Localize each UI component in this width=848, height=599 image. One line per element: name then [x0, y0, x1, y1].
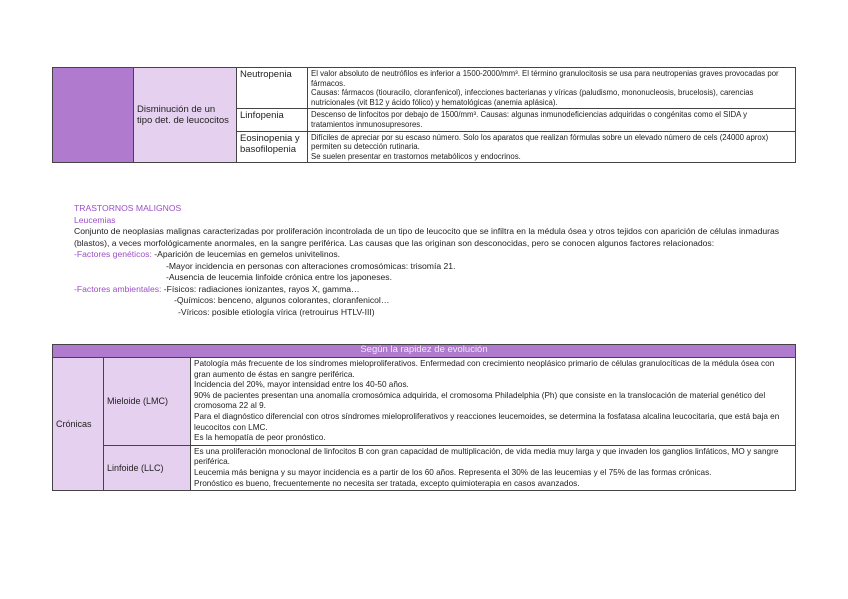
description-line: Pronóstico es bueno, frecuentemente no necesita ser tratada, excepto quimioterapia en casos avanzados. [194, 478, 580, 488]
section-title: TRASTORNOS MALIGNOS [74, 203, 182, 213]
row-name: Neutropenia [237, 68, 308, 109]
description-line: Causas: fármacos (tiouracilo, cloranfenicol), infecciones bacterianas y víricas (paludismo, mononucleosis, brucelosis), carencias nutricionales (vit B12 y ácido fólico) y hematológicas (anemia aplásica). [311, 88, 754, 107]
genetic-item: -Mayor incidencia en personas con alteraciones cromosómicas: trisomía 21. [166, 260, 456, 271]
env-item: -Químicos: benceno, algunos colorantes, cloranfenicol… [174, 295, 390, 305]
section-subtitle: Leucemias [74, 214, 116, 225]
group-cell: Crónicas [53, 358, 104, 491]
row-name: Linfoide (LLC) [104, 445, 191, 490]
env-item: -Víricos: posible etiología vírica (retrouirus HTLV-III) [178, 306, 375, 317]
env-item: -Físicos: radiaciones ionizantes, rayos X, gamma… [163, 283, 360, 294]
env-factors-line [74, 284, 804, 296]
description-line: Es la hemopatía de peor pronóstico. [194, 433, 326, 443]
section-intro: Conjunto de neoplasias malignas caracterizadas por proliferación incontrolada de un tipo de leucocito que se infiltra en la médula ósea y otros tejidos con aparición de células inmaduras (blastos), a veces morfológicamente anormales, en la sangre periférica. Las causas que las originan son desconocidas, pero se conocen algunos factores relacionados: [74, 226, 780, 248]
table-header: Según la rapidez de evolución [53, 345, 796, 358]
genetic-factors-line [74, 249, 804, 261]
row-name: Linfopenia [237, 109, 308, 131]
row-description [191, 445, 796, 490]
description-line: Para el diagnóstico diferencial con otros síndromes mieloproliferativos y reacciones leucemoides, se determina la fosfatasa alcalina leucocitaria, que está baja en leucocitos con LMC. [194, 411, 780, 432]
row-name: Mieloide (LMC) [104, 358, 191, 446]
table-row [53, 358, 796, 446]
table-row [53, 445, 796, 490]
env-label: -Factores ambientales: [74, 283, 162, 294]
description-line: Patología más frecuente de los síndromes mieloproliferativos. Enfermedad con crecimiento neoplásico primario de células granulocíticas de la médula ósea con gran aumento de éstas en sangre periférica. [194, 359, 775, 379]
table-header-row [53, 345, 796, 358]
description-line: El valor absoluto de neutrófilos es inferior a 1500-2000/mm³. El término granulocitosis se usa para neutropenias graves provocadas por fármacos. [311, 69, 779, 88]
row-description [308, 131, 796, 163]
description-line: Leucemia más benigna y su mayor incidencia es a partir de los 60 años. Representa el 30% de las leucemias y el 75% de las formas crónicas. [194, 467, 712, 477]
table-row [53, 68, 796, 109]
color-band-cell [53, 68, 134, 163]
description-line: Difíciles de apreciar por su escaso número. Solo los aparatos que realizan fórmulas sobre un elevado número de cels (24000 aprox) permiten su detección rutinaria. [311, 132, 769, 152]
leukocyte-decrease-table [52, 67, 796, 163]
row-description [308, 68, 796, 109]
leukemia-section [74, 203, 804, 318]
row-description [308, 109, 796, 131]
row-name: Eosinopenia y basofilopenia [237, 131, 308, 163]
description-line: 90% de pacientes presentan una anomalía cromosómica adquirida, el cromosoma Philadelphia (Ph) que consiste en la translocación de material genético del cromosoma 22 al 9. [194, 390, 766, 411]
genetic-label: -Factores genéticos: [74, 249, 152, 259]
genetic-item: -Ausencia de leucemia linfoide crónica entre los japoneses. [166, 272, 392, 282]
description-line: Se suelen presentar en trastornos metabólicos y endocrinos. [311, 151, 521, 161]
row-description [191, 358, 796, 446]
description-line: Incidencia del 20%, mayor intensidad entre los 40-50 años. [194, 380, 409, 390]
genetic-item: -Aparición de leucemias en gemelos univitelinos. [154, 249, 341, 259]
description-line: Descenso de linfocitos por debajo de 1500/mm³. Causas: algunas inmunodeficiencias adquiridas o congénitas como el SIDA y tratamientos inmunosupresores. [311, 110, 748, 129]
chronic-leukemia-table [52, 344, 796, 491]
category-cell: Disminución de un tipo det. de leucocitos [134, 68, 237, 163]
description-line: Es una proliferación monoclonal de linfocitos B con gran capacidad de multiplicación, de vida media muy larga y que invaden los ganglios linfáticos, MO y sangre periférica. [194, 446, 779, 467]
